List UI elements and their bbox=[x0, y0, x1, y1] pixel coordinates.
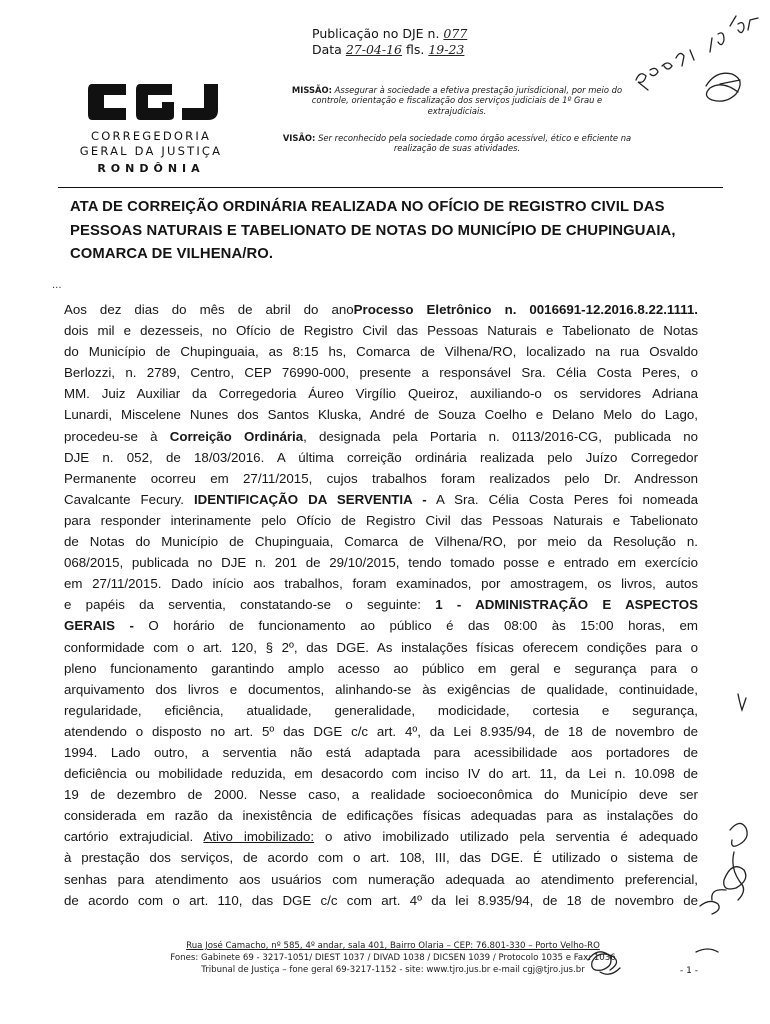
body-bold-text: 1 - ADMINISTRAÇÃO E ASPECTOS bbox=[435, 597, 698, 613]
page-value: 19-23 bbox=[428, 42, 465, 57]
body-bold-text: Correição Ordinária bbox=[169, 428, 304, 444]
body-text: do Município de Chupinguaia, as 8:15 hs, Comarca de Vilhena/RO, localizado na rua Osvaldo bbox=[64, 344, 698, 360]
title-line: PESSOAS NATURAIS E TABELIONATO DE NOTAS DO MUNICÍPIO DE CHUPINGUAIA, bbox=[70, 222, 676, 239]
body-line bbox=[64, 805, 698, 826]
body-line bbox=[64, 299, 698, 320]
body-underlined-text: Ativo imobilizado: bbox=[203, 829, 315, 845]
body-line bbox=[64, 637, 698, 658]
title-line: ATA DE CORREIÇÃO ORDINÁRIA REALIZADA NO OFÍCIO DE REGISTRO CIVIL DAS bbox=[70, 199, 665, 215]
body-text: Aos dez dias do mês de abril do ano bbox=[64, 302, 354, 317]
body-line bbox=[64, 489, 698, 510]
body-text: cartório extrajudicial. bbox=[64, 829, 204, 845]
body-line bbox=[64, 510, 698, 531]
body-text: Berlozzi, n. 2789, Centro, CEP 76990-000, presente a responsável Sra. Célia Costa Peres, o bbox=[64, 365, 698, 381]
body-text: A Sra. Célia Costa Peres foi nomeada bbox=[426, 491, 698, 507]
org-name-line-2: GERAL DA JUSTIÇA bbox=[79, 144, 223, 158]
body-text: de Notas do Município de Chupinguaia, Comarca de Vilhena/RO, por meio da Resolução n. bbox=[64, 534, 698, 550]
body-text: 068/2015, publicada no DJE n. 201 de 29/10/2015, tendo tomado posse e entrado em exercício bbox=[64, 555, 698, 571]
body-line bbox=[64, 784, 698, 805]
publication-label: Publicação no DJE n. bbox=[312, 26, 440, 41]
publication-line-1 bbox=[312, 26, 467, 42]
body-line bbox=[64, 383, 698, 404]
date-label: Data bbox=[312, 42, 342, 57]
body-line bbox=[64, 826, 698, 847]
body-text: 1994. Lado outro, a serventia não está adaptada para acessibilidade aos portadores de bbox=[64, 744, 698, 760]
body-line bbox=[64, 615, 698, 636]
body-text: conformidade com o art. 120, § 2º, das DGE. As instalações físicas oferecem condições para o bbox=[64, 639, 698, 655]
cgj-logo bbox=[86, 80, 226, 126]
body-text: considerada em razão da inexistência de edificações físicas adequadas para as instalações do bbox=[64, 808, 698, 824]
body-text: senhas para atendimento aos usuários com numeração adequada ao atendimento preferencial, bbox=[64, 871, 698, 887]
body-line bbox=[64, 594, 698, 615]
mission-label: MISSÃO: bbox=[291, 85, 332, 95]
body-line bbox=[64, 426, 698, 447]
body-bold-text: GERAIS - bbox=[64, 618, 134, 634]
body-line bbox=[64, 320, 698, 341]
mission-text: Assegurar à sociedade a efetiva prestação jurisdicional, por meio do controle, orientação e fiscalização dos serviços judiciais de 1º Grau e extrajudiciais. bbox=[311, 85, 623, 116]
body-line bbox=[64, 658, 698, 679]
publication-stamp bbox=[312, 26, 467, 58]
header-divider bbox=[58, 187, 723, 188]
body-line bbox=[64, 679, 698, 700]
body-text: Permanente ocorreu em 27/11/2015, cujos trabalhos foram realizados pelo Dr. Andresson bbox=[64, 470, 698, 486]
body-line bbox=[64, 869, 698, 890]
org-name-line-1: CORREGEDORIA bbox=[90, 129, 212, 143]
vision-label: VISÃO: bbox=[282, 133, 316, 143]
body-line bbox=[64, 468, 698, 489]
body-text: atendendo o disposto no art. 5º das DGE c/c art. 4º, da Lei 8.935/94, de 18 de novembro de bbox=[64, 723, 698, 739]
document-title bbox=[70, 196, 720, 267]
footer-phones: Fones: Gabinete 69 - 3217-1051/ DIEST 1037 / DIVAD 1038 / DICSEN 1039 / Protocolo 1035 e Fax: 1036 bbox=[170, 953, 616, 963]
body-line bbox=[64, 552, 698, 573]
body-bold-text: IDENTIFICAÇÃO DA SERVENTIA - bbox=[193, 491, 427, 507]
body-text: , designada pela Portaria n. 0113/2016-CG, publicada no bbox=[303, 428, 698, 444]
handwritten-receipt-note bbox=[636, 16, 758, 90]
body-line bbox=[64, 404, 698, 425]
body-text: 19 de dezembro de 2000. Nesse caso, a realidade socioeconômica do Município deve ser bbox=[64, 787, 698, 803]
body-text: dois mil e dezesseis, no Ofício de Registro Civil das Pessoas Naturais e Tabelionato de Notas bbox=[64, 323, 698, 339]
mission-statement bbox=[282, 85, 632, 116]
body-line bbox=[64, 447, 698, 468]
footer-address: Rua José Camacho, nº 585, 4º andar, sala 401, Bairro Olaria – CEP: 76.801-330 – Porto Velho-RO bbox=[186, 941, 600, 951]
body-text: procedeu-se à bbox=[64, 428, 170, 444]
body-text: deficiência ou mobilidade reduzida, em desacordo com inciso IV do art. 11, da Lei n. 10.098 de bbox=[64, 766, 698, 782]
body-text: o ativo imobilizado utilizado pela serventia é adequado bbox=[314, 829, 699, 845]
footer-contact: Tribunal de Justiça – fone geral 69-3217-1152 - site: www.tjro.jus.br e-mail cgj@tjro.jus.br bbox=[201, 965, 585, 975]
body-line bbox=[64, 721, 698, 742]
body-text: regularidade, eficiência, atualidade, generalidade, modicidade, cortesia e segurança, bbox=[64, 702, 698, 718]
document-body bbox=[64, 299, 698, 911]
publication-line-2 bbox=[312, 42, 467, 58]
margin-mark: ... bbox=[52, 280, 62, 291]
body-line bbox=[64, 700, 698, 721]
body-text: Cavalcante Fecury. bbox=[64, 491, 194, 507]
vision-statement bbox=[282, 133, 632, 154]
body-text: em 27/11/2015. Dado início aos trabalhos, foram examinados, por amostragem, os livros, autos bbox=[64, 576, 698, 592]
vision-text: Ser reconhecido pela sociedade como órgão acessível, ético e eficiente na realização de suas atividades. bbox=[318, 133, 632, 154]
body-text: O horário de funcionamento ao público é das 08:00 às 15:00 horas, em bbox=[133, 618, 698, 634]
date-value: 27-04-16 bbox=[345, 42, 403, 57]
body-text: Lunardi, Miscelene Nunes dos Santos Kluska, André de Souza Coelho e Delano Melo do Lago, bbox=[64, 407, 698, 423]
body-text: e papéis da serventia, constatando-se o seguinte: bbox=[64, 597, 436, 613]
body-line bbox=[64, 890, 698, 911]
body-text: de acordo com o art. 110, das DGE c/c com art. 4º da lei 8.935/94, de 18 de novembro de bbox=[64, 892, 698, 908]
body-line bbox=[64, 847, 698, 868]
body-bold-text: Processo Eletrônico n. 0016691-12.2016.8.22.1111. bbox=[353, 302, 698, 317]
body-line bbox=[64, 341, 698, 362]
org-name-line-3: RONDÔNIA bbox=[97, 162, 205, 175]
body-text: MM. Juiz Auxiliar da Corregedoria Áureo Virgílio Queiroz, auxiliando-o os servidores Adriana bbox=[64, 386, 698, 402]
body-text: arquivamento dos livros e documentos, alinhando-se às exigências de qualidade, continuidade, bbox=[64, 681, 698, 697]
page-label: fls. bbox=[406, 42, 425, 57]
body-line bbox=[64, 362, 698, 383]
body-line bbox=[64, 742, 698, 763]
page-number: - 1 - bbox=[680, 966, 698, 976]
body-line bbox=[64, 763, 698, 784]
body-line bbox=[64, 531, 698, 552]
signature-top-right bbox=[706, 73, 740, 101]
title-line: COMARCA DE VILHENA/RO. bbox=[70, 246, 274, 262]
body-line bbox=[64, 573, 698, 594]
body-text: à prestação dos serviços, de acordo com o art. 108, III, das DGE. É utilizado o sistema de bbox=[64, 850, 698, 866]
margin-initials bbox=[712, 694, 747, 900]
publication-number: 077 bbox=[443, 26, 468, 41]
body-text: pleno funcionamento garantindo amplo acesso ao público em geral e segurança para o bbox=[64, 660, 698, 676]
body-text: para responder interinamente pelo Ofício de Registro Civil das Pessoas Naturais e Tabelionato bbox=[64, 512, 698, 528]
body-text: DJE n. 052, de 18/03/2016. A última correição ordinária realizada pelo Juízo Corregedor bbox=[64, 449, 698, 465]
